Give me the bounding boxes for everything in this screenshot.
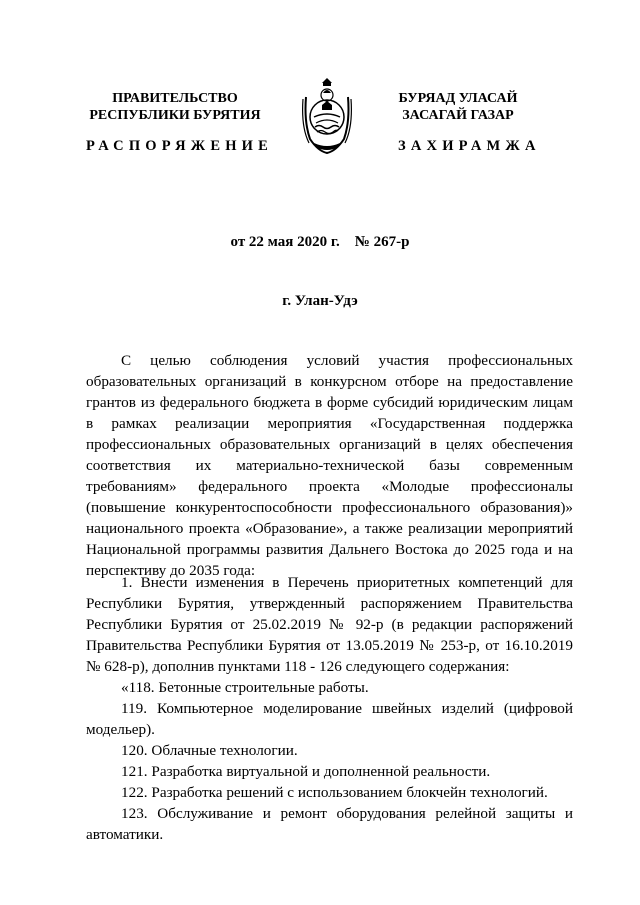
header-right (358, 90, 558, 124)
doc-type-left: РАСПОРЯЖЕНИЕ (86, 138, 274, 154)
list-item: 119. Компьютерное моделирование швейных изделий (цифровой модельер). (86, 700, 573, 738)
doc-type-right: ЗАХИРАМЖА (398, 138, 541, 154)
header-left-line2: РЕСПУБЛИКИ БУРЯТИЯ (89, 108, 261, 123)
document-city: г. Улан-Удэ (282, 293, 358, 309)
preamble-paragraph: С целью соблюдения условий участия профессиональных образовательных организаций в конкурсном отборе на предоставление грантов из федерального бюджета в форме субсидий юридическим лицам в рамках реализации мероприятия «Государственная поддержка профессиональных образовательных организаций в целях обеспечения соответствия их материально-технической базы современным требованиям» федерального проекта «Молодые профессионалы (повышение конкурентоспособности профессионального образования)» национального проекта «Образование», а также реализации мероприятий Национальной программы развития Дальнего Востока до 2025 года и на перспективу до 2035 года: (86, 352, 573, 579)
list-item: 120. Облачные технологии. (121, 742, 298, 759)
list-item: «118. Бетонные строительные работы. (121, 679, 369, 696)
document-date: от 22 мая 2020 г. (230, 234, 340, 250)
header-left (70, 90, 280, 124)
list-item: 123. Обслуживание и ремонт оборудования релейной защиты и автоматики. (86, 805, 573, 843)
header-left-line1: ПРАВИТЕЛЬСТВО (112, 91, 238, 106)
list-item: 121. Разработка виртуальной и дополненной реальности. (121, 763, 491, 780)
date-number-line (0, 234, 640, 251)
list-item: 122. Разработка решений с использованием блокчейн технологий. (121, 784, 548, 801)
coat-of-arms-icon (300, 77, 354, 157)
point-block (86, 572, 573, 845)
preamble-block (86, 350, 573, 581)
point-1-paragraph: 1. Внести изменения в Перечень приоритетных компетенций для Республики Бурятия, утвержденный распоряжением Правительства Республики Бурятия от 25.02.2019 № 92-р (в редакции распоряжений Правительства Республики Бурятия от 13.05.2019 № 253-р, от 16.10.2019 № 628-р), дополнив пунктами 118 - 126 следующего содержания: (86, 574, 573, 675)
header-right-line2: ЗАСАГАЙ ГАЗАР (402, 108, 514, 123)
header-right-line1: БУРЯАД УЛАСАЙ (398, 91, 518, 106)
document-number: № 267-р (354, 234, 410, 250)
